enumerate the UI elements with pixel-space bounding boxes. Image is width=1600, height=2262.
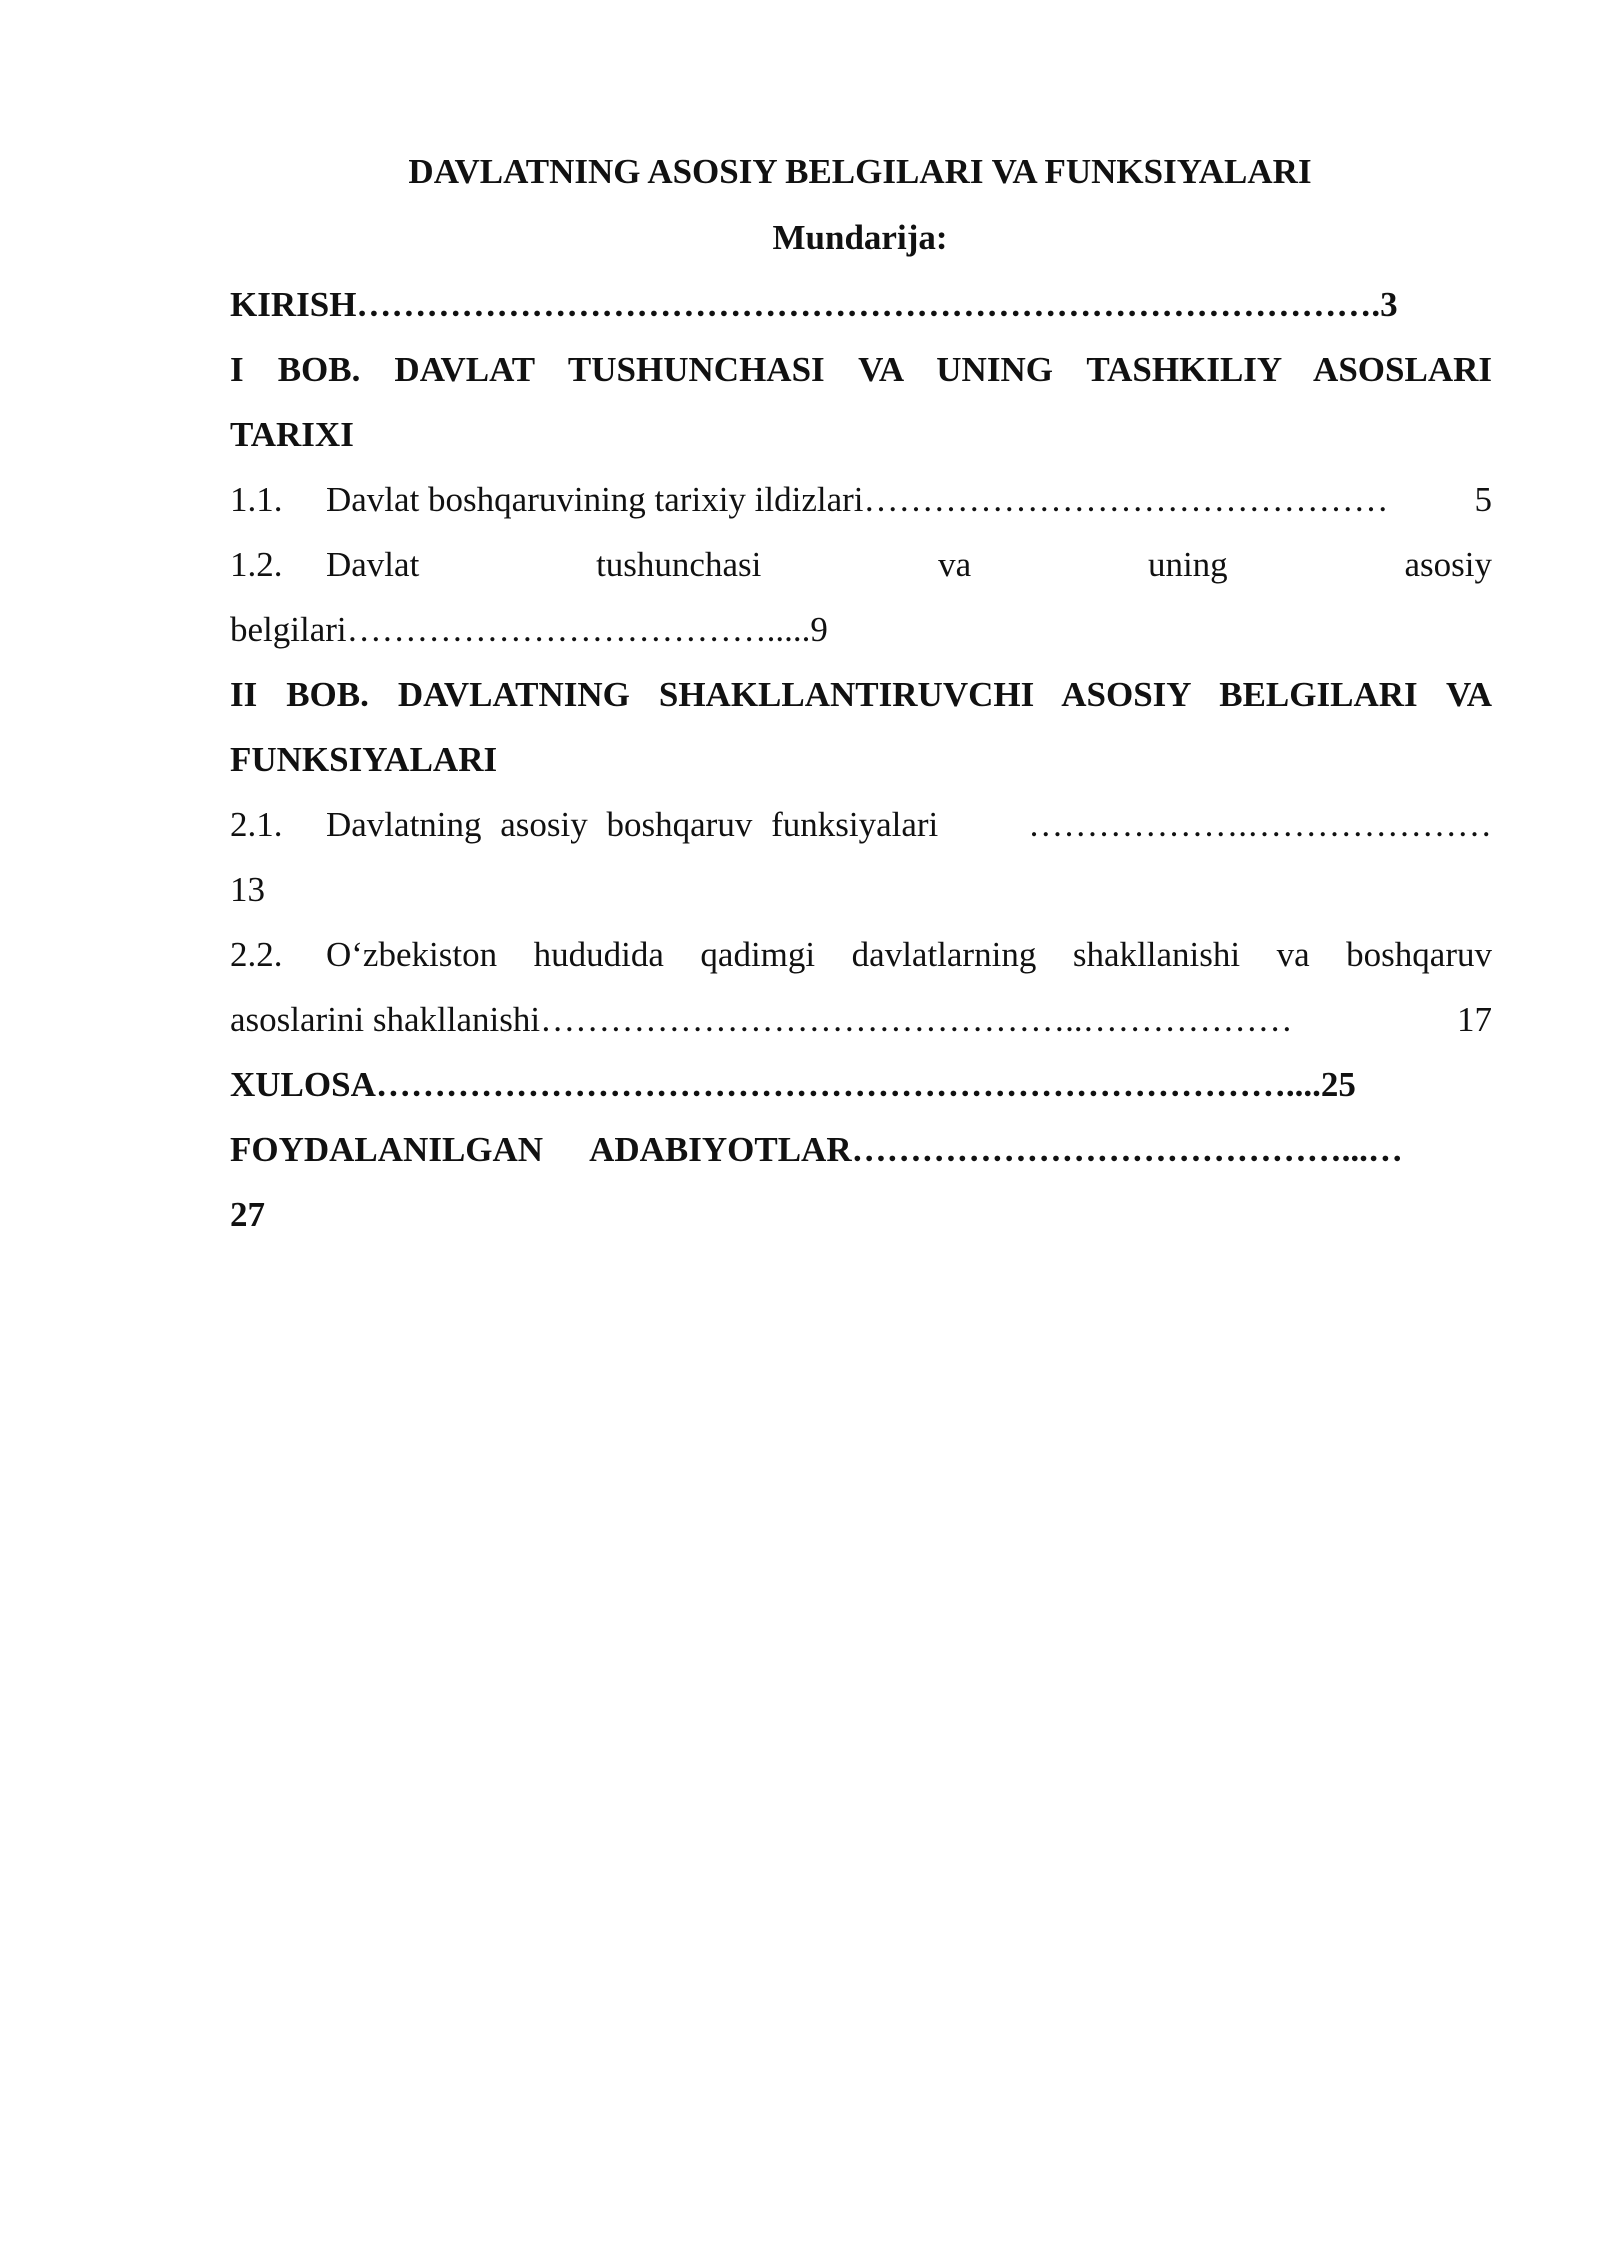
toc-entry-section-2-1[interactable] — [230, 804, 1492, 846]
toc-entry-kirish[interactable]: KIRISH…………………………………………………………………………….3 — [230, 285, 1398, 324]
toc-entry-chapter-2-continued[interactable]: FUNKSIYALARI — [230, 740, 498, 779]
document-title: DAVLATNING ASOSIY BELGILARI VA FUNKSIYALARI — [408, 152, 1312, 191]
section-word: va — [938, 545, 972, 584]
section-number: 1.2. — [230, 545, 283, 584]
section-title: Davlat boshqaruvining tarixiy ildizlari — [326, 480, 864, 519]
section-word: Davlat — [326, 545, 420, 584]
toc-entry-section-2-2[interactable] — [230, 934, 1492, 976]
toc-entry-section-2-2-continued[interactable] — [230, 999, 1492, 1041]
toc-heading: Mundarija: — [772, 218, 948, 257]
toc-entry-chapter-1[interactable]: I BOB. DAVLAT TUSHUNCHASI VA UNING TASHKILIY ASOSLARI — [230, 350, 1492, 389]
toc-entry-chapter-2[interactable]: II BOB. DAVLATNING SHAKLLANTIRUVCHI ASOSIY BELGILARI VA — [230, 675, 1492, 714]
toc-entry-xulosa[interactable]: XULOSA……………………………………………………………………....25 — [230, 1065, 1356, 1104]
section-number: 2.2. — [230, 935, 283, 974]
leader-dots: ………………………………………..……………… — [540, 1000, 1293, 1039]
section-number: 2.1. — [230, 805, 283, 844]
toc-entry-adabiyotlar-page: 27 — [230, 1195, 265, 1234]
section-word: tushunchasi — [596, 545, 762, 584]
section-title: O‘zbekiston hududida qadimgi davlatlarning shakllanishi va boshqaruv — [326, 935, 1492, 974]
toc-entry-section-1-1[interactable] — [230, 479, 1492, 521]
page-number: 5 — [1474, 480, 1492, 519]
leader-dots: ……………….………………… — [1028, 805, 1492, 844]
section-title-dots: ADABIYOTLAR……………………………………...… — [589, 1130, 1403, 1169]
toc-entry-adabiyotlar[interactable] — [230, 1129, 1492, 1171]
section-title: FOYDALANILGAN — [230, 1130, 544, 1169]
toc-entry-section-1-2[interactable] — [230, 544, 1492, 586]
section-title: asoslarini shakllanishi — [230, 1000, 541, 1039]
section-title: Davlatning asosiy boshqaruv funksiyalari — [326, 805, 939, 844]
toc-entry-section-2-1-page: 13 — [230, 870, 265, 909]
section-word: uning — [1147, 545, 1228, 584]
toc-entry-chapter-1-continued[interactable]: TARIXI — [230, 415, 354, 454]
leader-dots: ……………………………………… — [863, 480, 1389, 519]
toc-entry-section-1-2-continued[interactable]: belgilari……………………………….....9 — [230, 610, 828, 649]
section-number: 1.1. — [230, 480, 283, 519]
page-number: 17 — [1457, 1000, 1492, 1039]
section-word: asosiy — [1404, 545, 1492, 584]
